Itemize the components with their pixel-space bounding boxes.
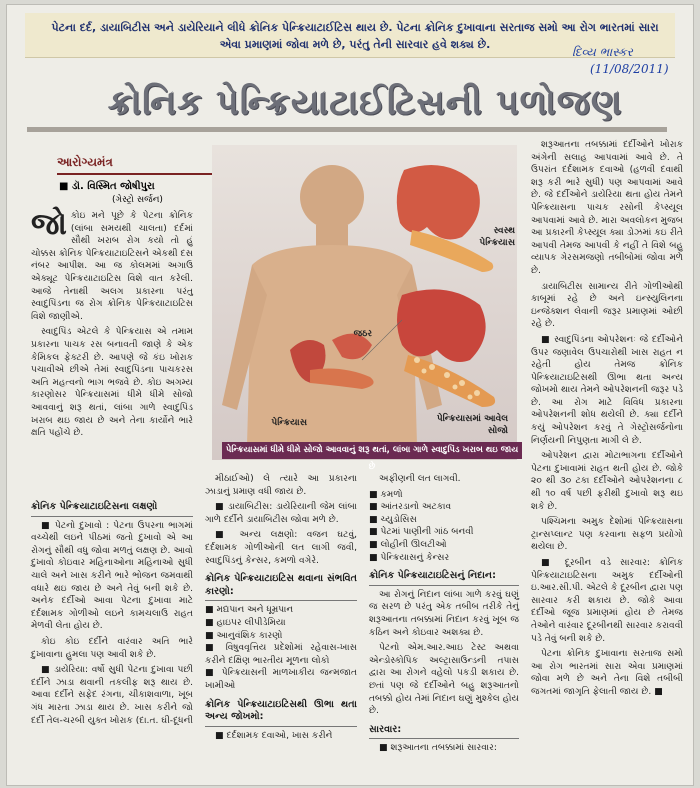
col2-para-3: ■ અન્ય લક્ષણો: વજન ઘટવું, દર્દશામક ગોળીઓની લત લાગી જવી, સ્વાદુપિંડનું કેન્સર, કમળો વગેરે. [205, 530, 357, 566]
col2-para-1: મીઠાઈઓ) લે ત્યારે આ પ્રકારના ઝાડાનું પ્રમાણ વધી જાય છે. [205, 474, 357, 497]
col1-para-1: કોઇ મને પૂછે કે પેટના ક્રોનિક (લાંબા સમયથી ચાલતા) દર્દમાં સૌથી ખરાબ રોગ કયો તો હું ચોક્કસ ક્રોનિક પેન્ક્રિયાટાઇટિસને એકથી દસ નંબર આપીશ. આ જ કોલમમાં અગાઉ એક્યૂટ પેન્ક્રિયાટાઇટિસ વિશે વાત કરેલી. આજે તેનાથી અલગ પ્રકારના પરંતુ સ્વાદુપિંડના જ રોગ ક્રોનિક પેન્ક્રિયાટાઇટિસ વિશે જાણીએ. [31, 211, 193, 322]
col4-para-5: પશ્ચિમના અમુક દેશોમાં પેન્ક્રિયાસના ટ્રાન્સપ્લાન્ટ પણ કરવાના સફળ પ્રયોગો થયેલા છે. [531, 517, 683, 553]
col2-para-4: ■ દર્દશામક દવાઓ, ખાસ કરીને [215, 730, 333, 741]
figure-caption: પેન્ક્રિયાસમાં ધીમે ધીમે સોજો આવવાનું શરૂ થતાં, લાંબા ગાળે સ્વાદુપિંડ ખરાબ થઇ જાય છે [222, 442, 522, 459]
col3-item: ■ કમળો [369, 489, 403, 500]
section-tag: આરોગ્યમંત્ર [57, 155, 217, 175]
column-4 [531, 139, 683, 702]
newspaper-clipping [6, 4, 694, 786]
drop-cap: જો [31, 207, 67, 242]
col3-heading-2: સારવાર: [369, 724, 519, 740]
col3-para-2: આ રોગનું નિદાન લાંબા ગાળે કરવું ઘણું જ સરળ છે પરંતુ એક તબીબ તરીકે તેનું શરૂઆતના તબક્કામાં નિદાન કરવું ખૂબ જ કઠિન અને કોઇવાર અશક્ય છે. [369, 589, 519, 638]
column-2 [205, 473, 357, 745]
col4-para-3: ■ સ્વાદુપિંડના ઓપરેશનઃ જે દર્દીઓને ઉપર જણાવેલ ઉપચારોથી ખાસ રાહત ન રહેતી હોય તેમજ ક્રોનિક પેન્ક્રિયાટાઇટિસથી ઊભા થતા અન્ય જોખમો થાય તેમને ઓપરેશનની જરૂર પડે છે. આ રોગ માટે વિવિધ પ્રકારના ઓપરેશનની શોધ થયેલી છે. ક્યા દર્દીને કયું ઓપરેશન કરવું તે ગેસ્ટ્રોસર્જનોના નિર્ણયની નિપુણતા માગી લે છે. [531, 334, 683, 446]
col3-item: ■ લોહીની ઊલટીઓ [369, 539, 447, 550]
col4-para-2: ડાયાબિટીસ સામાન્ય રીતે ગોળીઓથી કાબૂમાં રહે છે અને ઇન્સ્યુલિનના ઇન્જેક્શન લેવાની જરૂર પ્રમાણમાં ઓછી રહે છે. [531, 281, 683, 330]
col3-item: ■ આંતરડાનો અટકાવ [369, 502, 452, 513]
anatomy-illustration [212, 145, 517, 460]
column-3 [369, 473, 519, 758]
handwritten-date: (11/08/2011) [590, 62, 669, 76]
col2-para-2: ■ ડાયાબિટીસ: ડાયેરિયાની જેમ લાંબા ગાળે દર્દીને ડાયાબિટીસ જોવા મળે છે. [205, 502, 357, 525]
tagline: પેટના દર્દ, ડાયાબિટીસ અને ડાયેરિયાને લીધે ક્રોનિક પેન્ક્રિયાટાઈટિસ થાય છે. પેટના ક્રોનિક દુખાવાના સરતાજ સમો આ રોગ ભારતમાં સારા એવા પ્રમાણમાં જોવા મળે છે, પરંતુ તેની સારવાર હવે શક્ય છે. [51, 21, 659, 51]
author-role: (ગેસ્ટ્રો સર્જન) [112, 195, 163, 205]
col2-item: ■ હાઇપર લીપીડેમિયા [205, 617, 286, 628]
label-pancreas: પેન્ક્રિયાસ [271, 418, 307, 428]
column-1-lower [31, 495, 193, 730]
col4-para-4: ઓપરેશન દ્વારા મોટાભાગના દર્દીઓને પેટના દુખાવામાં રાહત થતી હોય છે. જોકે ૨૦ થી ૩૦ ટકા દર્દીઓને ઓપરેશનના ૮ થી ૧૦ વર્ષ પછી ફરીથી દુખાવો શરૂ થઇ શકે છે. [531, 451, 683, 512]
col1-heading: ક્રોનિક પેન્ક્રિયાટાઇટિસના લક્ષણો [31, 501, 193, 517]
col3-item: ■ પેન્ક્રિયાસનું કેન્સર [369, 552, 450, 563]
col1-para-5: ■ ડાયેરિયા: વર્ષો સુધી પેટના દુખાવા પછી દર્દીને ઝાડા થવાની તકલીફ શરૂ થાય છે. આવા દર્દીને સફેદ રંગના, ચીકાશવાળા, ખૂબ ગંધ મારતા ઝાડા થાય છે. ખાસ કરીને જો દર્દી તેલ-ચરબી યુક્ત ખોરાક (દા.ત. ઘી-દૂધની [31, 665, 193, 726]
col1-para-3: ■ પેટનો દુખાવો : પેટના ઉપરના ભાગમાં વચ્ચેથી લઇને પીઠમાં જતો દુખાવો એ આ રોગનું સૌથી વધુ જોવા મળતું લક્ષણ છે. આવો દુખાવો કોઇવાર મહિનાઓના મહિનાઓ સુધી ચાલે અને ખાસ કરીને ભારે ભોજન જમવાથી વધારે થઇ જાય છે અને તેવું બની શકે છે. અનેક દર્દીઓ આવા પેટના દુખાવા માટે દર્દશામક ગોળીઓ લઇને કામચલાઉ રાહત મેળવી લેતા હોય છે. [31, 520, 193, 632]
label-healthy-pancreas: સ્વસ્થ પેન્ક્રિયાસ [479, 226, 515, 248]
title-divider [27, 127, 667, 132]
col3-para-4: ■ શરૂઆતના તબક્કામાં સારવાર: [379, 743, 497, 754]
col3-item: ■ ચ્યુડોસિસ [369, 514, 417, 525]
col4-para-1: શરૂઆતના તબક્કામાં દર્દીઓને ખોરાક અંગેની સલાહ આપવામાં આવે છે. તે ઉપરાંત દર્દશામક દવાઓ (હળવી દવાથી શરૂ કરી ભારે સુધી) પણ આપવામાં આવે છે. જે દર્દીઓને ડાયેરિયા થતા હોય તેમને પેન્ક્રિયાસના પાચક રસોની કેપ્સ્યૂલ આપવામાં આવે છે. મારા અવલોકન મુજબ આ પ્રકારની કેપ્સ્યૂલ ક્યા ડોઝમાં કઇ રીતે આપવી તેમજ આપવી કે નહીં તે વિશે બહુ વ્યાપક ગેરસમજણો તબીબોમાં જોવા મળે છે. [531, 140, 683, 276]
handwritten-source: દિવ્ય ભાસ્કર [572, 45, 633, 59]
col3-para-1: અફીણની લત લાગવી. [379, 474, 461, 484]
col3-heading-1: ક્રોનિક પેન્ક્રિયાટાઇટિસનું નિદાન: [369, 570, 519, 586]
col2-item: ■ પેન્ક્રિયાસની માળખાકીય જન્મજાત ખામીઓ [205, 668, 357, 691]
col4-para-6: ■ દૂરબીન વડે સારવાર: ક્રોનિક પેન્ક્રિયાટાઇટિસના અમુક દર્દીઓની ઇ.આર.સી.પી. એટલે કે દૂરબીન દ્વારા પણ સારવાર કરી શકાય છે. જોકે આવા દર્દીઓ જૂજ પ્રમાણમાં હોય છે તેમજ તેઓને વારંવાર દૂરબીનથી સારવાર કરાવવી પડે તેવું બની શકે છે. [531, 558, 683, 644]
column-1 [31, 207, 193, 443]
label-stomach: જઠર [353, 329, 372, 339]
handwritten-note [572, 45, 669, 76]
col2-heading-2: ક્રોનિક પેન્ક્રિયાટાઇટિસથી ઊભા થતા અન્ય જોખમો: [205, 699, 357, 727]
label-swollen-pancreas: પેન્ક્રિયાસમાં આવેલ સોજો [436, 414, 508, 436]
col2-item: ■ આનુવંશિક કારણો [205, 630, 283, 641]
author-name: ■ ડૉ. વિસ્મિત જોષીપુરા [59, 181, 155, 192]
col1-para-2: સ્વાદુપિંડ એટલે કે પેન્ક્રિયાસ એ તમામ પ્રકારના પાચક રસ બનાવતી જાણે કે એક કેમિકલ ફેક્ટરી છે. આપણે જે કંઇ ખોરાક પચાવીએ છીએ તેમાં સ્વાદુપિંડના પાચકરસ અતિ મહત્વનો ભાગ ભજવે છે. કોઇ અગમ્ય કારણોસર પેન્ક્રિયાસમાં ધીમે ધીમે સોજો આવવાનું શરૂ થતાં, લાંબા ગાળે સ્વાદુપિંડ ખરાબ થઇ જાય છે અને તેના કાર્યોને ભારે ક્ષતિ પહોંચે છે. [31, 327, 193, 439]
col1-para-4: કોઇ કોઇ દર્દીને વારંવાર અતિ ભારે દુખાવાના હુમલા પણ આવી શકે છે. [31, 636, 193, 660]
col3-para-3: પેટનો એમ.આર.આઇ ટેસ્ટ અથવા એન્ડોસ્કોપિક અલ્ટ્રાસાઉન્ડની તપાસ દ્વારા આ રોગને વહેલો પકડી શકાય છે. છતાં પણ જે દર્દીઓને બહુ શરૂઆતનો તબક્કો હોય તેમાં નિદાન ઘણું મુશ્કેલ હોય છે. [369, 643, 519, 717]
col2-item: ■ મદ્યપાન અને ધૂમ્રપાન [205, 605, 294, 616]
article-title: ક્રોનિક પેન્ક્રિયાટાઈટિસની પળોજણ [107, 83, 623, 123]
col3-item: ■ પેટમાં પાણીની ગાંઠ બનવી [369, 527, 474, 538]
col2-heading-1: ક્રોનિક પેન્ક્રિયાટાઇટિસ થવાના સંભવિત કારણો: [205, 573, 357, 601]
col4-para-7: પેટના ક્રોનિક દુખાવાના સરતાજ સમો આ રોગ ભારતમાં સારા એવા પ્રમાણમાં જોવા મળે છે અને તેના વિશે તબીબી જગતમાં જાગૃતિ ફેલાતી જાય છે. ■ [531, 649, 683, 697]
col2-item: ■ વિષુવવૃત્તિય પ્રદેશોમાં રહેવાસ-ખાસ કરીને દક્ષિણ ભારતીય મૂળના લોકો [205, 643, 357, 666]
